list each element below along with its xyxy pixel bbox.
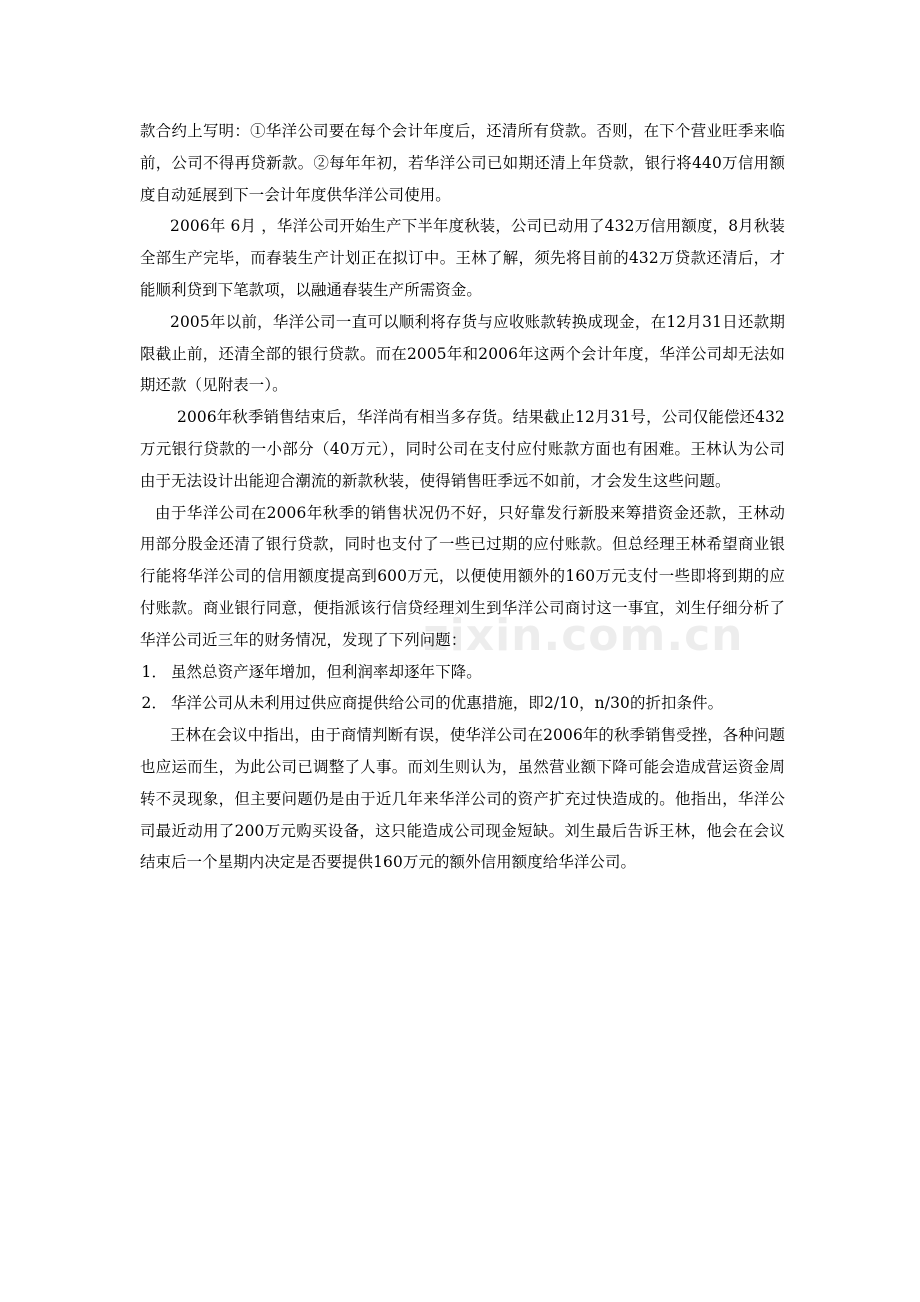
list-number: 2．	[141, 694, 167, 713]
paragraph-meeting: 王林在会议中指出，由于商情判断有误，使华洋公司在2006年的秋季销售受挫，各种问题也应运而生，为此公司已调整了人事。而刘生则认为，虽然营业额下降可能会造成营运资金周转不灵现象，但主要问题仍是由于近几年来华洋公司的资产扩充过快造成的。他指出，华洋公司最近动用了200万元购买设备，这只能造成公司现金短缺。刘生最后告诉王林，他会在会议结束后一个星期内决定是否要提供160万元的额外信用额度给华洋公司。	[140, 726, 785, 872]
list-item-2	[140, 688, 785, 720]
paragraph-autumn-sales: 2006年秋季销售结束后，华洋尚有相当多存货。结果截止12月31号，公司仅能偿还432万元银行贷款的一小部分（40万元），同时公司在支付应付账款方面也有困难。王林认为公司由于无法设计出能迎合潮流的新款秋装，使得销售旺季远不如前，才会发生这些问题。	[140, 408, 785, 490]
paragraph-before-2005: 2005年以前，华洋公司一直可以顺利将存货与应收账款转换成现金，在12月31日还款期限截止前，还清全部的银行贷款。而在2005年和2006年这两个会计年度，华洋公司却无法如期还款（见附表一）。	[140, 312, 785, 395]
document-body	[140, 116, 785, 879]
paragraph-2006-june: 2006年 6月 ，华洋公司开始生产下半年度秋装，公司已动用了432万信用额度，8月秋装全部生产完毕，而春装生产计划正在拟订中。王林了解，须先将目前的432万贷款还清后，才能顺利贷到下笔款项，以融通春装生产所需资金。	[140, 217, 785, 299]
paragraph-loan-terms: 款合约上写明：①华洋公司要在每个会计年度后，还清所有贷款。否则，在下个营业旺季来临前，公司不得再贷新款。②每年年初，若华洋公司已如期还清上年贷款，银行将440万信用额度自动延展到下一会计年度供华洋公司使用。	[140, 122, 785, 204]
list-number: 1．	[141, 662, 167, 681]
watermark: zixin.com.cn	[423, 610, 744, 661]
list-text: 华洋公司从未利用过供应商提供给公司的优惠措施，即2/10，n/30的折扣条件。	[171, 694, 724, 713]
list-item-1	[140, 657, 785, 689]
paragraph-new-shares: 由于华洋公司在2006年秋季的销售状况仍不好，只好靠发行新股来筹措资金还款，王林动用部分股金还清了银行贷款，同时也支付了一些已过期的应付账款。但总经理王林希望商业银行能将华洋公司的信用额度提高到600万元，以便使用额外的160万元支付一些即将到期的应付账款。商业银行同意，便指派该行信贷经理刘生到华洋公司商讨这一事宜，刘生仔细分析了华洋公司近三年的财务情况，发现了下列问题：	[140, 503, 785, 649]
list-text: 虽然总资产逐年增加，但利润率却逐年下降。	[171, 662, 482, 681]
